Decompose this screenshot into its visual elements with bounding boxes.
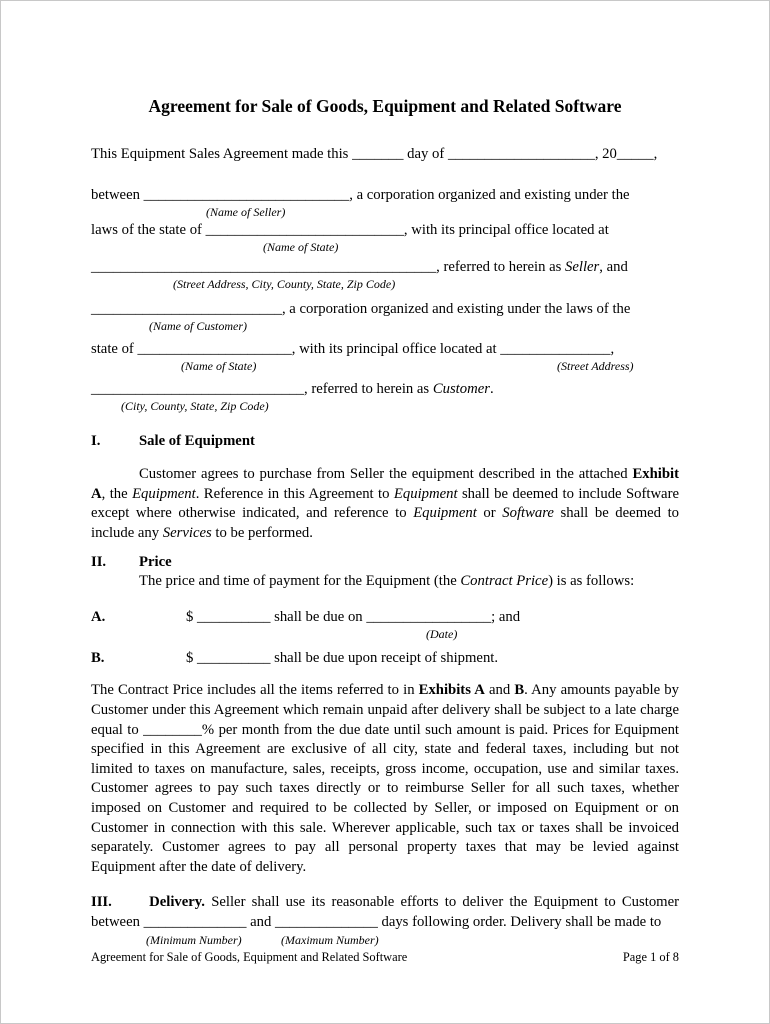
text-segment: Equipment: [413, 505, 477, 522]
text-segment: Exhibits A: [418, 682, 485, 699]
text-segment: [112, 894, 149, 910]
text-segment: Exhibit A: [91, 466, 679, 502]
text-segment: B: [514, 682, 525, 699]
blank-field: _____________________________: [91, 381, 304, 397]
text-segment: , 20: [594, 146, 617, 162]
section-3-paragraph: [91, 893, 679, 932]
text-segment: Delivery.: [149, 894, 205, 911]
text-segment: $: [186, 650, 198, 667]
text-segment: . Any amounts payable by Customer under this Agreement which remain unpaid after delivery shall be subject to a late charge equal to: [91, 682, 679, 738]
text-segment: laws of the state of: [91, 222, 206, 238]
text-segment: , with its principal office located at: [403, 222, 609, 238]
price-item-b-label: B.: [91, 650, 105, 667]
section-2-title: Price: [139, 554, 172, 571]
blank-field: _____: [616, 146, 654, 162]
blank-field: ____________________: [447, 146, 595, 162]
text-segment: III.: [91, 894, 112, 911]
opening-line-4: [91, 258, 679, 277]
field-caption-maximum-number: (Maximum Number): [281, 932, 379, 947]
text-segment: state of: [91, 341, 138, 357]
caption-row-customer: [91, 319, 679, 334]
field-caption-name-of-seller: (Name of Seller): [206, 205, 286, 219]
field-caption-name-of-customer: (Name of Customer): [149, 319, 247, 333]
text-segment: .: [489, 381, 494, 397]
blank-field: __________________________: [91, 301, 282, 317]
blank-field: __________: [197, 650, 271, 667]
text-segment: The price and time of payment for the Equipment (the: [139, 573, 461, 590]
field-caption-city-county-state-zip: (City, County, State, Zip Code): [121, 399, 269, 413]
text-segment: Seller shall use its reasonable efforts to deliver the Equipment to Customer between: [91, 894, 679, 930]
text-segment: and: [246, 913, 275, 930]
text-segment: , with its principal office located at: [291, 341, 501, 357]
opening-line-3: [91, 221, 679, 240]
text-segment: $: [186, 609, 198, 626]
opening-line-5: [91, 300, 679, 319]
blank-field: ________: [143, 721, 202, 738]
text-segment: ,: [610, 341, 615, 357]
blank-field: _______: [352, 146, 404, 162]
text-segment: Equipment: [393, 485, 458, 502]
blank-field: ___________________________: [205, 222, 404, 238]
text-segment: shall be due upon receipt of shipment.: [270, 650, 499, 667]
blank-field: _______________________________________________: [91, 259, 437, 275]
section-2-body: [91, 681, 679, 877]
text-segment: shall be due on: [270, 609, 367, 626]
text-segment: Customer: [432, 381, 490, 397]
section-1-body: [91, 465, 679, 543]
text-segment: , and: [599, 259, 628, 275]
text-segment: Software: [502, 505, 554, 522]
price-item-a-label: A.: [91, 609, 106, 626]
blank-field: ______________: [274, 913, 378, 930]
text-segment: ,: [653, 146, 658, 162]
section-1-title: Sale of Equipment: [139, 433, 255, 449]
text-segment: day of: [403, 146, 448, 162]
caption-row-seller: [91, 205, 679, 220]
opening-line-7: [91, 380, 679, 399]
text-segment: . Reference in this Agreement to: [195, 485, 394, 502]
caption-row-street: [91, 277, 679, 292]
blank-field: __________: [197, 609, 271, 626]
field-caption-name-of-state-2: (Name of State): [181, 359, 257, 373]
opening-line-1: [91, 145, 679, 164]
footer-document-title: Agreement for Sale of Goods, Equipment and Related Software: [91, 950, 408, 964]
document-title: Agreement for Sale of Goods, Equipment and Related Software: [148, 96, 622, 116]
section-1-heading: [91, 432, 679, 451]
page-footer: [91, 950, 679, 965]
price-item-b: [91, 649, 679, 668]
caption-row-date: [91, 627, 679, 642]
section-2-intro: [91, 572, 679, 591]
blank-field: _____________________: [137, 341, 292, 357]
caption-row-city: [91, 399, 679, 414]
text-segment: , referred to herein as: [303, 381, 433, 397]
text-segment: The Contract Price includes all the items referred to in: [91, 682, 419, 699]
opening-line-2: [91, 186, 679, 205]
text-segment: Customer agrees to purchase from Seller the equipment described in the attached: [139, 466, 633, 482]
text-segment: and: [484, 682, 515, 699]
caption-row-state-1: [91, 240, 679, 255]
field-caption-street-address-2: (Street Address): [557, 359, 634, 373]
blank-field: ______________: [143, 913, 247, 930]
text-segment: between: [91, 187, 144, 203]
text-segment: days following order. Delivery shall be made to: [377, 913, 662, 930]
text-segment: Services: [162, 524, 212, 541]
text-segment: ; and: [491, 609, 521, 626]
field-caption-date: (Date): [426, 627, 458, 642]
field-caption-minimum-number: (Minimum Number): [146, 932, 242, 947]
text-segment: shall be deemed to include Software except where otherwise indicated, and reference to: [91, 485, 679, 522]
price-item-b-text: [186, 649, 498, 668]
text-segment: , a corporation organized and existing under the: [349, 187, 630, 203]
blank-field: _______________: [500, 341, 611, 357]
text-segment: This Equipment Sales Agreement made this: [91, 146, 353, 162]
text-segment: ) is as follows:: [548, 573, 635, 590]
section-2-heading: [91, 553, 679, 572]
text-segment: Contract Price: [460, 573, 549, 590]
section-1-number: I.: [91, 433, 101, 449]
text-segment: to be performed.: [211, 524, 313, 541]
field-caption-name-of-state: (Name of State): [263, 240, 339, 254]
text-segment: % per month from the due date until such amount is paid. Prices for Equipment specified in this Agreement are exclusive of all city, state and federal taxes, including but not limited to taxes on manufacture, sales, receipts, gross income, occupation, use and similar taxes. Customer agrees to pay such taxes directly or to reimburse Seller for all such taxes, whether imposed on Customer and required to be collected by Seller, or imposed on Equipment or on Customer in connection with this sale. Wherever applicable, such tax or taxes shall be invoiced separately. Customer agrees to pay all personal property taxes that may be levied against Equipment after the date of delivery.: [91, 721, 680, 875]
field-caption-street-address: (Street Address, City, County, State, Zip Code): [173, 277, 396, 291]
opening-line-6: [91, 340, 679, 359]
blank-field: ____________________________: [143, 187, 350, 203]
caption-row-min-max: [91, 933, 679, 948]
blank-field: _________________: [366, 609, 492, 626]
price-item-a: [91, 608, 679, 627]
footer-page-number: Page 1 of 8: [622, 950, 679, 964]
text-segment: , referred to herein as: [436, 259, 566, 275]
caption-row-state-2: [91, 359, 679, 374]
section-2-number: II.: [91, 554, 107, 571]
text-segment: or: [476, 505, 503, 522]
price-item-a-text: [186, 608, 520, 627]
text-segment: shall be deemed to include any: [91, 505, 679, 541]
text-segment: Seller: [565, 259, 600, 275]
text-segment: Equipment: [132, 485, 196, 502]
text-segment: , a corporation organized and existing under the laws of the: [281, 301, 631, 317]
text-segment: , the: [101, 485, 133, 502]
